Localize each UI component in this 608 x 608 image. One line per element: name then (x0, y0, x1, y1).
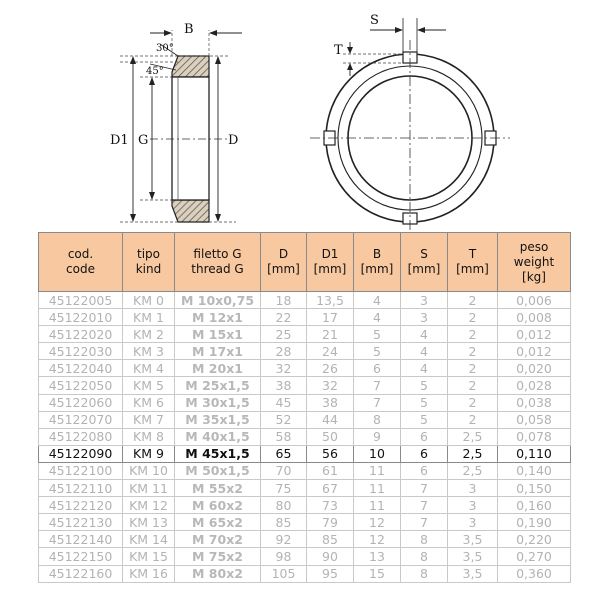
cell-code: 45122070 (39, 411, 123, 428)
header-kind-line1: tipo (137, 247, 160, 261)
table-row (39, 411, 571, 428)
cell-thread: M 20x1 (175, 360, 261, 377)
front-view (310, 13, 510, 232)
cell-s: 3 (401, 292, 448, 309)
header-code (39, 233, 123, 292)
label-s: S (370, 13, 379, 28)
label-angle-45: 45° (146, 66, 164, 77)
cell-t: 3 (448, 480, 498, 497)
table-row (39, 462, 571, 479)
cell-d1: 90 (307, 548, 354, 565)
cell-s: 7 (401, 480, 448, 497)
cell-b: 5 (354, 343, 401, 360)
table-row (39, 360, 571, 377)
cell-kind: KM 9 (123, 445, 175, 462)
header-t (448, 233, 498, 292)
cell-t: 2 (448, 326, 498, 343)
cell-s: 8 (401, 548, 448, 565)
header-t-line1: T (468, 247, 477, 261)
table-header-row (39, 233, 571, 292)
header-kind (123, 233, 175, 292)
header-code-line1: cod. (67, 247, 94, 261)
cell-d1: 61 (307, 462, 354, 479)
table-body (39, 292, 571, 583)
header-b-unit: [mm] (360, 262, 394, 276)
cell-thread: M 30x1,5 (175, 394, 261, 411)
header-kind-line2: kind (135, 262, 162, 276)
cell-code: 45122140 (39, 531, 123, 548)
cell-code: 45122160 (39, 565, 123, 582)
cell-weight: 0,150 (498, 480, 571, 497)
cell-s: 4 (401, 326, 448, 343)
cell-thread: M 70x2 (175, 531, 261, 548)
cell-s: 3 (401, 309, 448, 326)
cell-b: 12 (354, 514, 401, 531)
cell-d1: 26 (307, 360, 354, 377)
header-weight (498, 233, 571, 292)
cell-d: 70 (261, 462, 307, 479)
cell-code: 45122060 (39, 394, 123, 411)
cell-s: 6 (401, 445, 448, 462)
lock-nut-technical-drawing (0, 0, 608, 232)
cell-kind: KM 10 (123, 462, 175, 479)
cell-d1: 44 (307, 411, 354, 428)
header-b (354, 233, 401, 292)
header-d (261, 233, 307, 292)
cell-d: 32 (261, 360, 307, 377)
cell-t: 3 (448, 497, 498, 514)
cell-d1: 56 (307, 445, 354, 462)
header-d1-unit: [mm] (313, 262, 347, 276)
cell-d1: 85 (307, 531, 354, 548)
cell-d: 75 (261, 480, 307, 497)
cell-t: 3,5 (448, 565, 498, 582)
table-row (39, 514, 571, 531)
cell-kind: KM 12 (123, 497, 175, 514)
cell-t: 3,5 (448, 531, 498, 548)
cell-s: 4 (401, 360, 448, 377)
cell-b: 5 (354, 326, 401, 343)
cell-code: 45122040 (39, 360, 123, 377)
cell-b: 15 (354, 565, 401, 582)
cell-t: 2,5 (448, 462, 498, 479)
cell-t: 2 (448, 309, 498, 326)
cell-t: 3 (448, 514, 498, 531)
cell-t: 2,5 (448, 445, 498, 462)
cell-b: 4 (354, 309, 401, 326)
header-thread (175, 233, 261, 292)
header-weight-line1: peso (519, 239, 549, 254)
cell-code: 45122005 (39, 292, 123, 309)
cell-b: 9 (354, 428, 401, 445)
cell-kind: KM 6 (123, 394, 175, 411)
cell-d: 85 (261, 514, 307, 531)
side-section-view (110, 22, 242, 222)
table-row (39, 377, 571, 394)
cell-d1: 67 (307, 480, 354, 497)
cell-s: 8 (401, 531, 448, 548)
cell-code: 45122030 (39, 343, 123, 360)
cell-d: 28 (261, 343, 307, 360)
cell-thread: M 75x2 (175, 548, 261, 565)
cell-d1: 24 (307, 343, 354, 360)
header-d-unit: [mm] (267, 262, 300, 276)
cell-b: 7 (354, 394, 401, 411)
cell-t: 2 (448, 394, 498, 411)
cell-thread: M 15x1 (175, 326, 261, 343)
cell-code: 45122020 (39, 326, 123, 343)
cell-d1: 17 (307, 309, 354, 326)
cell-b: 12 (354, 531, 401, 548)
header-s-line1: S (420, 247, 428, 261)
nut-body-side (172, 77, 209, 200)
cell-thread: M 60x2 (175, 497, 261, 514)
cell-weight: 0,038 (498, 394, 571, 411)
cell-thread: M 50x1,5 (175, 462, 261, 479)
cell-b: 11 (354, 462, 401, 479)
cell-d: 58 (261, 428, 307, 445)
cell-b: 11 (354, 497, 401, 514)
cell-code: 45122110 (39, 480, 123, 497)
cell-weight: 0,012 (498, 343, 571, 360)
table-row (39, 548, 571, 565)
cell-weight: 0,006 (498, 292, 571, 309)
label-d1: D1 (110, 133, 129, 148)
bottom-section-hatch (172, 200, 209, 222)
header-s-unit: [mm] (407, 262, 441, 276)
cell-kind: KM 15 (123, 548, 175, 565)
header-s (401, 233, 448, 292)
cell-d1: 95 (307, 565, 354, 582)
table-row (39, 326, 571, 343)
cell-code: 45122120 (39, 497, 123, 514)
cell-code: 45122080 (39, 428, 123, 445)
cell-thread: M 45x1,5 (175, 445, 261, 462)
cell-weight: 0,220 (498, 531, 571, 548)
label-d: D (228, 133, 239, 148)
cell-kind: KM 2 (123, 326, 175, 343)
table-row (39, 428, 571, 445)
label-b: B (184, 22, 194, 37)
table-row (39, 292, 571, 309)
cell-b: 7 (354, 377, 401, 394)
cell-kind: KM 13 (123, 514, 175, 531)
cell-d1: 38 (307, 394, 354, 411)
cell-weight: 0,110 (498, 445, 571, 462)
cell-d: 105 (261, 565, 307, 582)
cell-t: 2 (448, 377, 498, 394)
cell-kind: KM 3 (123, 343, 175, 360)
cell-d: 38 (261, 377, 307, 394)
cell-d: 22 (261, 309, 307, 326)
top-section-hatch (172, 56, 209, 77)
cell-d: 45 (261, 394, 307, 411)
cell-t: 2 (448, 360, 498, 377)
cell-thread: M 17x1 (175, 343, 261, 360)
cell-s: 4 (401, 343, 448, 360)
cell-code: 45122090 (39, 445, 123, 462)
cell-d: 25 (261, 326, 307, 343)
cell-d1: 21 (307, 326, 354, 343)
cell-kind: KM 1 (123, 309, 175, 326)
header-thread-line2: thread G (191, 262, 244, 276)
cell-s: 5 (401, 377, 448, 394)
cell-weight: 0,008 (498, 309, 571, 326)
header-thread-line1: filetto G (193, 247, 242, 261)
cell-weight: 0,160 (498, 497, 571, 514)
table-row (39, 445, 571, 462)
header-d-line1: D (278, 247, 289, 261)
label-angle-30: 30° (156, 43, 174, 54)
cell-thread: M 65x2 (175, 514, 261, 531)
cell-thread: M 25x1,5 (175, 377, 261, 394)
cell-kind: KM 14 (123, 531, 175, 548)
cell-weight: 0,028 (498, 377, 571, 394)
cell-kind: KM 16 (123, 565, 175, 582)
header-weight-line2: weight (513, 254, 555, 269)
cell-d: 52 (261, 411, 307, 428)
cell-code: 45122010 (39, 309, 123, 326)
table-row (39, 343, 571, 360)
cell-thread: M 12x1 (175, 309, 261, 326)
header-d1 (307, 233, 354, 292)
cell-t: 2 (448, 292, 498, 309)
cell-thread: M 35x1,5 (175, 411, 261, 428)
cell-weight: 0,078 (498, 428, 571, 445)
cell-b: 13 (354, 548, 401, 565)
label-g: G (138, 133, 149, 148)
cell-kind: KM 7 (123, 411, 175, 428)
header-weight-unit: [kg] (522, 269, 546, 284)
cell-b: 4 (354, 292, 401, 309)
cell-t: 2 (448, 411, 498, 428)
cell-s: 6 (401, 428, 448, 445)
cell-kind: KM 0 (123, 292, 175, 309)
cell-code: 45122150 (39, 548, 123, 565)
cell-b: 10 (354, 445, 401, 462)
label-t: T (334, 43, 343, 58)
cell-d: 80 (261, 497, 307, 514)
table-row (39, 309, 571, 326)
cell-s: 5 (401, 411, 448, 428)
cell-thread: M 80x2 (175, 565, 261, 582)
cell-weight: 0,190 (498, 514, 571, 531)
cell-d1: 32 (307, 377, 354, 394)
cell-weight: 0,012 (498, 326, 571, 343)
cell-s: 7 (401, 514, 448, 531)
cell-b: 6 (354, 360, 401, 377)
cell-s: 8 (401, 565, 448, 582)
cell-code: 45122050 (39, 377, 123, 394)
table-row (39, 531, 571, 548)
table-row (39, 480, 571, 497)
cell-kind: KM 8 (123, 428, 175, 445)
cell-t: 3,5 (448, 548, 498, 565)
lock-nut-spec-table (38, 232, 571, 583)
cell-s: 6 (401, 462, 448, 479)
header-code-line2: code (66, 262, 95, 276)
cell-d1: 73 (307, 497, 354, 514)
cell-weight: 0,058 (498, 411, 571, 428)
cell-s: 7 (401, 497, 448, 514)
cell-d: 98 (261, 548, 307, 565)
cell-d1: 13,5 (307, 292, 354, 309)
cell-b: 8 (354, 411, 401, 428)
cell-thread: M 40x1,5 (175, 428, 261, 445)
cell-d: 92 (261, 531, 307, 548)
cell-weight: 0,270 (498, 548, 571, 565)
cell-t: 2 (448, 343, 498, 360)
cell-t: 2,5 (448, 428, 498, 445)
cell-weight: 0,020 (498, 360, 571, 377)
header-d1-line1: D1 (321, 247, 339, 261)
cell-kind: KM 4 (123, 360, 175, 377)
cell-b: 11 (354, 480, 401, 497)
header-b-line1: B (372, 247, 382, 261)
cell-thread: M 55x2 (175, 480, 261, 497)
cell-weight: 0,140 (498, 462, 571, 479)
table-row (39, 394, 571, 411)
cell-d: 65 (261, 445, 307, 462)
table-row (39, 497, 571, 514)
table-row (39, 565, 571, 582)
cell-code: 45122100 (39, 462, 123, 479)
cell-d1: 79 (307, 514, 354, 531)
cell-d1: 50 (307, 428, 354, 445)
cell-kind: KM 11 (123, 480, 175, 497)
cell-weight: 0,360 (498, 565, 571, 582)
cell-d: 18 (261, 292, 307, 309)
cell-kind: KM 5 (123, 377, 175, 394)
cell-s: 5 (401, 394, 448, 411)
cell-code: 45122130 (39, 514, 123, 531)
header-t-unit: [mm] (456, 262, 489, 276)
cell-thread: M 10x0,75 (175, 292, 261, 309)
